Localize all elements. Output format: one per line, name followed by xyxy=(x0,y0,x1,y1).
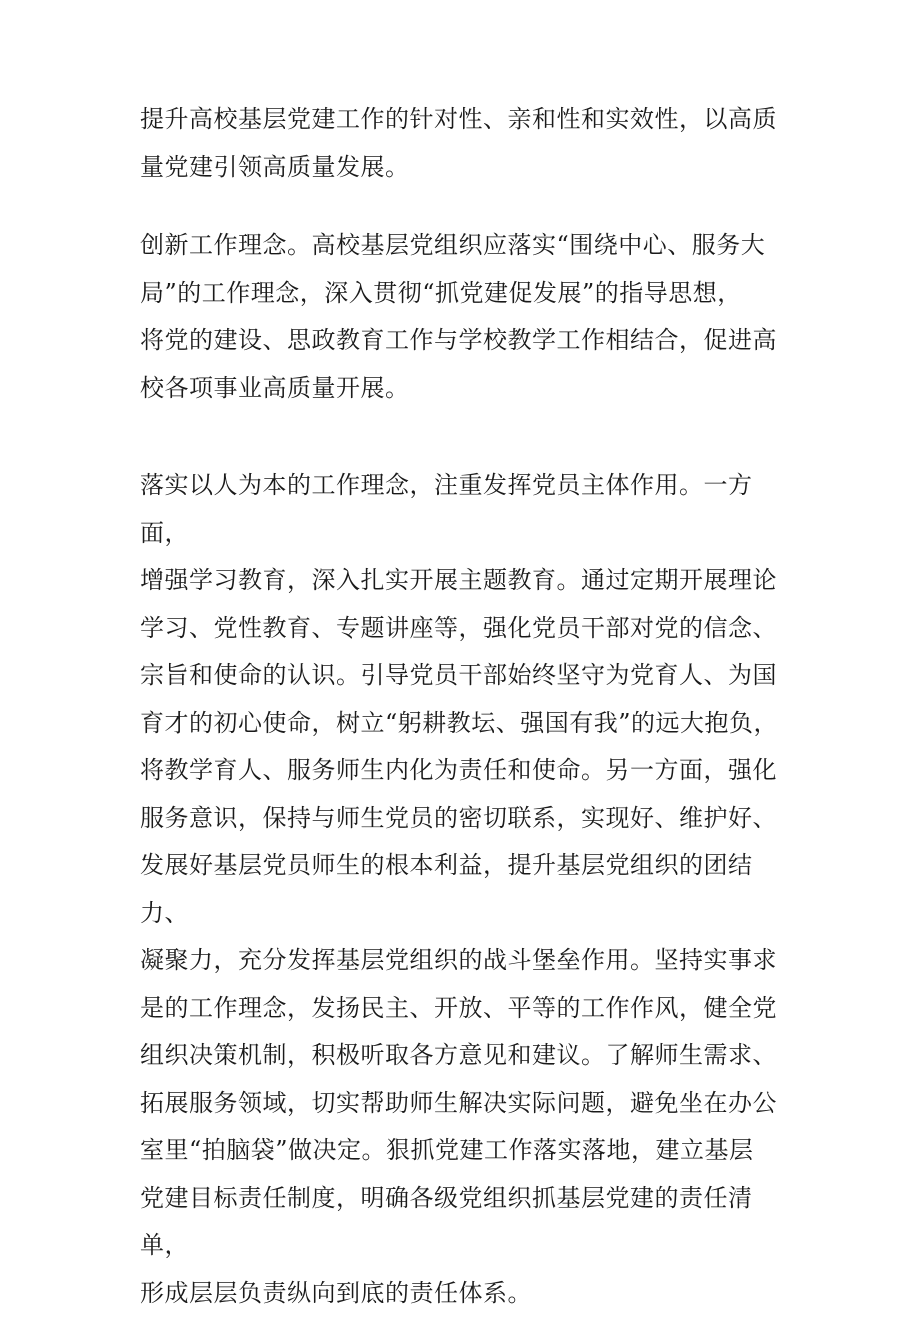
paragraph-1: 提升高校基层党建工作的针对性、亲和性和实效性，以高质 量党建引领高质量发展。 xyxy=(140,105,777,181)
paragraph-3: 落实以人为本的工作理念，注重发挥党员主体作用。一方面， 增强学习教育，深入扎实开展主题教育。通过定期开展理论 学习、党性教育、专题讲座等，强化党员干部对党的信念、 宗旨和使命的认识。引导党员干部始终坚守为党育人、为国 育才的初心使命，树立“躬耕教坛、强国有我”的远大抱负， 将教学育人、服务师生内化为责任和使命。另一方面，强化 服务意识，保持与师生党员的密切联系，实现好、维护好、 发展好基层党员师生的根本利益，提升基层党组织的团结力、 凝聚力，充分发挥基层党组织的战斗堡垒作用。坚持实事求 是的工作理念，发扬民主、开放、平等的工作作风，健全党 组织决策机制，积极听取各方意见和建议。了解师生需求、 拓展服务领域，切实帮助师生解决实际问题，避免坐在办公 室里“拍脑袋”做决定。狠抓党建工作落实落地，建立基层 党建目标责任制度，明确各级党组织抓基层党建的责任清单， 形成层层负责纵向到底的责任体系。 xyxy=(140,471,779,1307)
paragraph-2: 创新工作理念。高校基层党组织应落实“围绕中心、服务大 局”的工作理念，深入贯彻“抓党建促发展”的指导思想， 将党的建设、思政教育工作与学校教学工作相结合，促进高 校各项事业高质量开展。 xyxy=(140,231,777,402)
